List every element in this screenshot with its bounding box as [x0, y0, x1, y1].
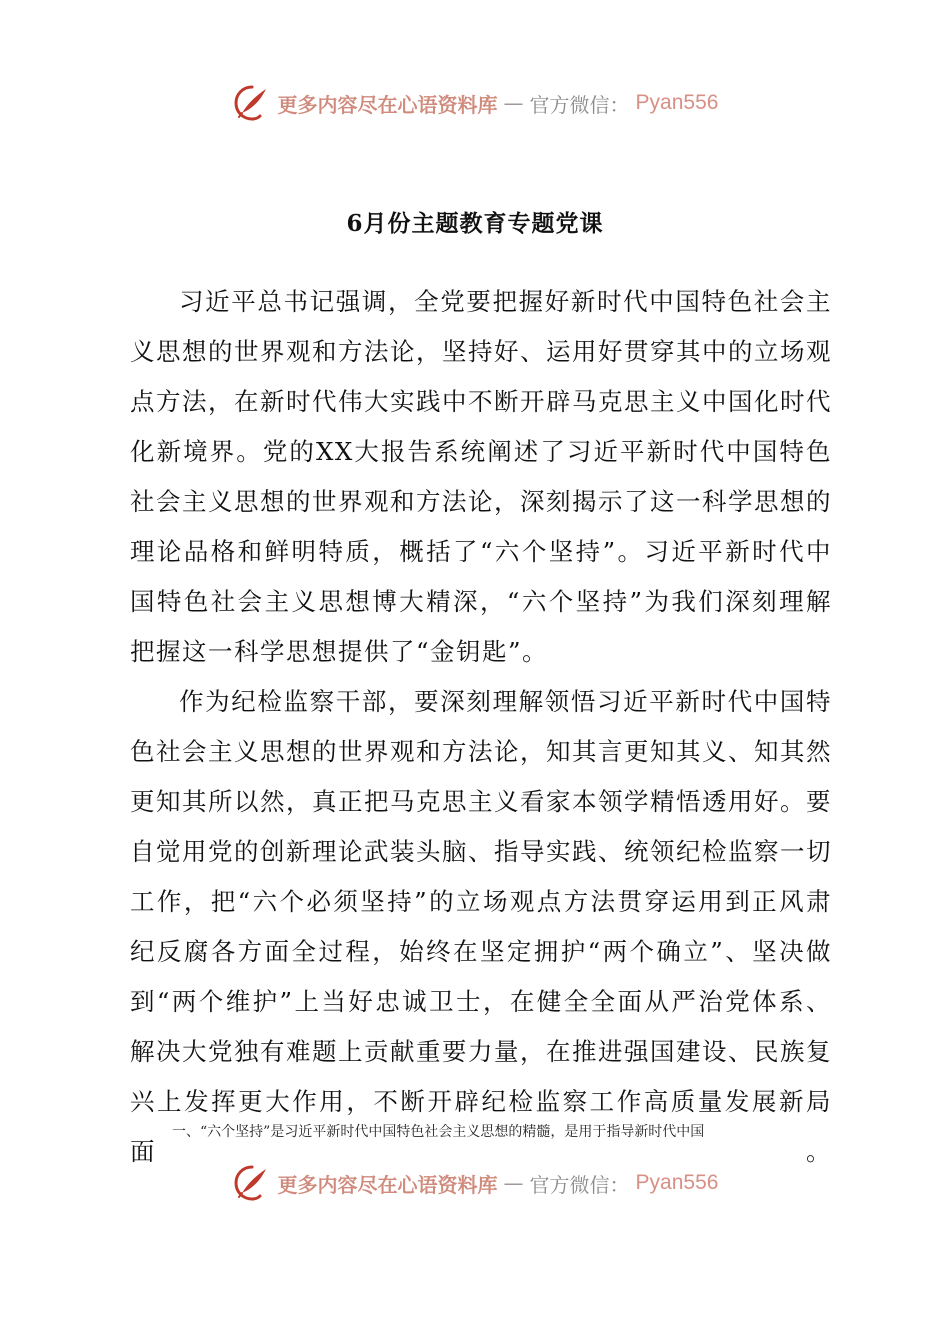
- body-paragraph: 作为纪检监察干部，要深刻理解领悟习近平新时代中国特色社会主义思想的世界观和方法论，知其言更知其义、知其然更知其所以然，真正把马克思主义看家本领学精悟透用好。要自觉用党的创新理论武装头脑、指导实践、统领纪检监察一切工作，把“六个必须坚持”的立场观点方法贯穿运用到正风肃纪反腐各方面全过程，始终在坚定拥护“两个确立”、坚决做到“两个维护”上当好忠诚卫士，在健全全面从严治党体系、解决大党独有难题上贡献重要力量，在推进强国建设、民族复兴上发挥更大作用，不断开辟纪检监察工作高质量发展新局面。: [130, 687, 832, 1166]
- quill-pen-logo-icon: [232, 1163, 272, 1203]
- banner-wechat-id: Pyan556: [635, 91, 719, 114]
- quill-pen-logo-icon: [232, 83, 272, 123]
- banner-separator: —: [503, 1171, 524, 1195]
- document-title: 6月份主题教育专题党课: [346, 210, 604, 237]
- footer-banner: [0, 1161, 950, 1205]
- section-heading-small: 一、“六个坚持”是习近平新时代中国特色社会主义思想的精髓，是用于指导新时代中国: [172, 1124, 705, 1140]
- banner-brand-text: 更多内容尽在心语资料库: [277, 92, 498, 117]
- banner-wechat-label: 官方微信：: [529, 1172, 630, 1197]
- banner-wechat-label: 官方微信：: [529, 92, 630, 117]
- banner-separator: —: [503, 91, 524, 115]
- document-body: [130, 277, 832, 1177]
- banner-brand-text: 更多内容尽在心语资料库: [277, 1172, 498, 1197]
- banner-wechat-id: Pyan556: [635, 1171, 719, 1194]
- header-banner: [0, 81, 950, 125]
- body-paragraph: 习近平总书记强调，全党要把握好新时代中国特色社会主义思想的世界观和方法论，坚持好、运用好贯穿其中的立场观点方法，在新时代伟大实践中不断开辟马克思主义中国化时代化新境界。党的XX大报告系统阐述了习近平新时代中国特色社会主义思想的世界观和方法论，深刻揭示了这一科学思想的理论品格和鲜明特质，概括了“六个坚持”。习近平新时代中国特色社会主义思想博大精深，“六个坚持”为我们深刻理解把握这一科学思想提供了“金钥匙”。: [130, 287, 832, 666]
